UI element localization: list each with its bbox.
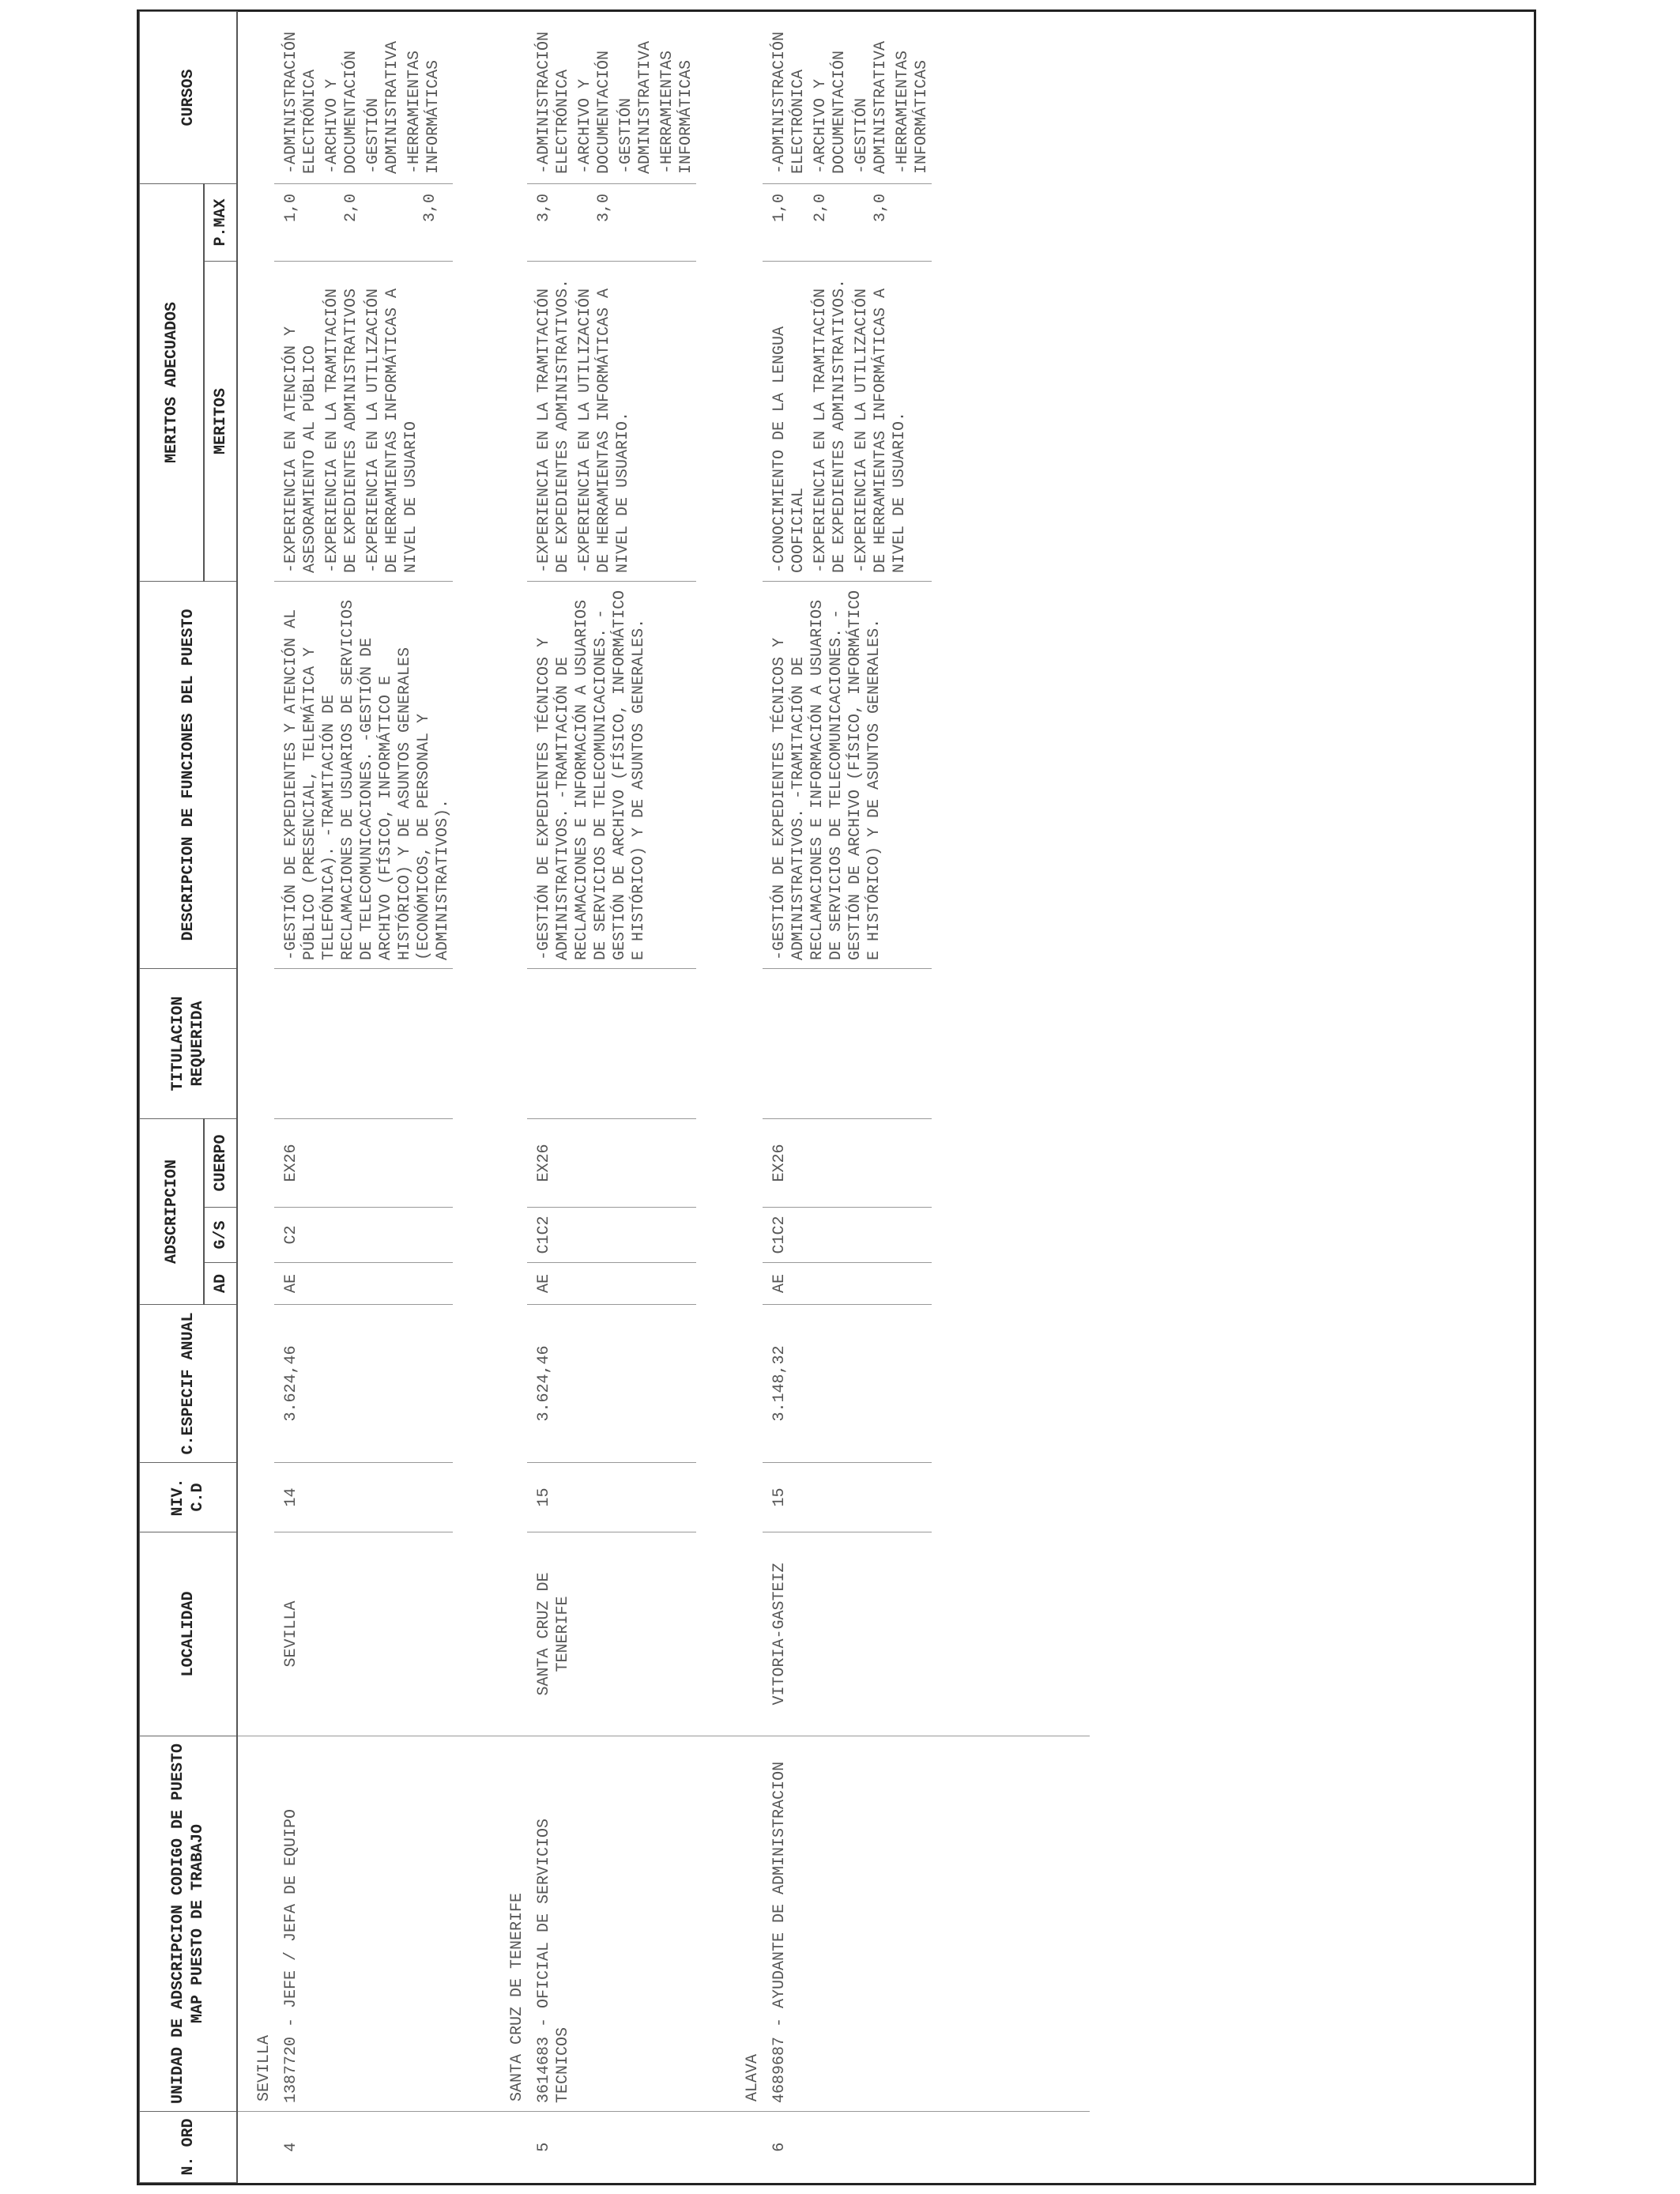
merit-points — [274, 183, 453, 261]
level-cd: 15 — [527, 1463, 696, 1532]
locality: VITORIA-GASTEIZ — [763, 1532, 932, 1736]
merits-list — [274, 262, 453, 582]
merit-pmax: 3,0 — [872, 193, 890, 222]
course-item: -ARCHIVO Y DOCUMENTACIÓN — [576, 50, 613, 174]
positions-table — [139, 11, 1090, 2183]
header-niv: NIV. C.D — [140, 1463, 238, 1532]
merit-item: -EXPERIENCIA EN LA TRAMITACIÓN DE EXPEDIENTES ADMINISTRATIVOS — [323, 288, 360, 573]
job-description: -GESTIÓN DE EXPEDIENTES Y ATENCIÓN AL PÚBLICO (PRESENCIAL, TELEMÁTICA Y TELEFÓNICA). -TRAMITACIÓN DE RECLAMACIONES DE USUARIOS DE SERVICIOS DE TELECOMUNICACIONES. -GESTIÓN DE ARCHIVO (FÍSICO, INFORMÁTICO E HISTÓRICO) Y DE ASUNTOS GENERALES (ECONÓMICOS, DE PERSONAL Y ADMINISTRATIVOS). — [274, 582, 453, 969]
merit-pmax: 2,0 — [342, 193, 360, 222]
merit-pmax: 1,0 — [770, 193, 789, 222]
header-localidad: LOCALIDAD — [140, 1532, 238, 1736]
header-meritos-adecuados: MERITOS ADECUADOS — [140, 183, 205, 581]
rotated-table-page — [139, 12, 1534, 2183]
level-cd: 14 — [274, 1463, 453, 1532]
adscription-cuerpo: EX26 — [274, 1119, 453, 1208]
document-frame — [137, 9, 1536, 2185]
required-degree — [763, 969, 932, 1119]
required-degree — [527, 969, 696, 1119]
merit-item: -EXPERIENCIA EN LA TRAMITACIÓN DE EXPEDIENTES ADMINISTRATIVOS. — [812, 278, 849, 573]
level-cd: 15 — [763, 1463, 932, 1532]
course-item: -GESTIÓN ADMINISTRATIVA — [364, 40, 401, 174]
table-row-unit — [237, 11, 274, 2182]
order-number: 5 — [535, 2142, 553, 2152]
course-item: -HERRAMIENTAS INFORMÁTICAS — [405, 50, 443, 174]
merit-pmax: 3,0 — [595, 193, 613, 222]
merit-pmax: 1,0 — [282, 193, 300, 222]
merit-item: -EXPERIENCIA EN LA TRAMITACIÓN DE EXPEDIENTES ADMINISTRATIVOS. — [535, 278, 572, 573]
course-item: -ARCHIVO Y DOCUMENTACIÓN — [323, 50, 360, 174]
merit-points — [763, 183, 932, 261]
header-meritos: MERITOS — [204, 262, 237, 582]
adscription-gs: C2 — [274, 1208, 453, 1263]
required-degree — [274, 969, 453, 1119]
c-especif-annual: 3.624,46 — [274, 1305, 453, 1463]
courses-list — [274, 11, 453, 183]
header-cursos: CURSOS — [140, 11, 238, 183]
order-number: 4 — [282, 2142, 300, 2152]
unit-label: ALAVA — [736, 1736, 763, 2112]
merit-item: -EXPERIENCIA EN LA UTILIZACIÓN DE HERRAMIENTAS INFORMÁTICAS A NIVEL DE USUARIO. — [853, 288, 909, 573]
header-gs: G/S — [204, 1208, 237, 1263]
courses-list — [527, 11, 696, 183]
header-titulacion: TITULACION REQUERIDA — [140, 969, 238, 1119]
course-item: -ADMINISTRACIÓN ELECTRÓNICA — [535, 31, 572, 174]
adscription-ad: AE — [763, 1263, 932, 1305]
position-code-title: 4689687 - AYUDANTE DE ADMINISTRACION — [763, 1736, 932, 2112]
table-row — [274, 11, 453, 2182]
locality: SEVILLA — [274, 1532, 453, 1736]
table-row-unit — [500, 11, 527, 2182]
course-item: -HERRAMIENTAS INFORMÁTICAS — [658, 50, 695, 174]
course-item: -GESTIÓN ADMINISTRATIVA — [853, 40, 890, 174]
course-item: -ADMINISTRACIÓN ELECTRÓNICA — [282, 31, 319, 174]
adscription-gs: C1C2 — [527, 1208, 696, 1263]
header-ad: AD — [204, 1263, 237, 1305]
merit-pmax: 3,0 — [421, 193, 439, 222]
job-description: -GESTIÓN DE EXPEDIENTES TÉCNICOS Y ADMINISTRATIVOS. -TRAMITACIÓN DE RECLAMACIONES E INFORMACIÓN A USUARIOS DE SERVICIOS DE TELECOMUNICACIONES. -GESTIÓN DE ARCHIVO (FÍSICO, INFORMÁTICO E HISTÓRICO) Y DE ASUNTOS GENERALES. — [763, 582, 932, 969]
c-especif-annual: 3.624,46 — [527, 1305, 696, 1463]
adscription-gs: C1C2 — [763, 1208, 932, 1263]
table-row — [763, 11, 932, 2182]
merit-pmax: 2,0 — [812, 193, 830, 222]
merit-pmax: 3,0 — [535, 193, 553, 222]
merit-item: -EXPERIENCIA EN ATENCIÓN Y ASESORAMIENTO AL PÚBLICO — [282, 326, 319, 573]
header-descripcion: DESCRIPCION DE FUNCIONES DEL PUESTO — [140, 582, 238, 969]
merit-item: -CONOCIMIENTO DE LA LENGUA COOFICIAL — [770, 326, 808, 573]
adscription-ad: AE — [274, 1263, 453, 1305]
merits-list — [527, 262, 696, 582]
header-pmax: P.MAX — [204, 183, 237, 261]
course-item: -ARCHIVO Y DOCUMENTACIÓN — [812, 50, 849, 174]
unit-label: SEVILLA — [237, 1736, 274, 2112]
courses-list — [763, 11, 932, 183]
adscription-ad: AE — [527, 1263, 696, 1305]
job-description: -GESTIÓN DE EXPEDIENTES TÉCNICOS Y ADMINISTRATIVOS. -TRAMITACIÓN DE RECLAMACIONES E INFORMACIÓN A USUARIOS DE SERVICIOS DE TELECOMUNICACIONES. -GESTIÓN DE ARCHIVO (FÍSICO, INFORMÁTICO E HISTÓRICO) Y DE ASUNTOS GENERALES. — [527, 582, 696, 969]
merit-item: -EXPERIENCIA EN LA UTILIZACIÓN DE HERRAMIENTAS INFORMÁTICAS A NIVEL DE USUARIO. — [576, 288, 632, 573]
adscription-cuerpo: EX26 — [763, 1119, 932, 1208]
adscription-cuerpo: EX26 — [527, 1119, 696, 1208]
course-item: -GESTIÓN ADMINISTRATIVA — [617, 40, 654, 174]
header-unidad: UNIDAD DE ADSCRIPCION CODIGO DE PUESTO MAP PUESTO DE TRABAJO — [140, 1736, 238, 2112]
merit-points — [527, 183, 696, 261]
unit-label: SANTA CRUZ DE TENERIFE — [500, 1736, 527, 2112]
table-row-unit — [736, 11, 763, 2182]
position-code-title: 3614683 - OFICIAL DE SERVICIOS TECNICOS — [527, 1736, 696, 2112]
merits-list — [763, 262, 932, 582]
merit-item: -EXPERIENCIA EN LA UTILIZACIÓN DE HERRAMIENTAS INFORMÁTICAS A NIVEL DE USUARIO — [364, 288, 420, 573]
header-adscripcion: ADSCRIPCION — [140, 1119, 205, 1305]
locality: SANTA CRUZ DE TENERIFE — [527, 1532, 696, 1736]
table-row — [527, 11, 696, 2182]
position-code-title: 1387720 - JEFE / JEFA DE EQUIPO — [274, 1736, 453, 2112]
header-cuerpo: CUERPO — [204, 1119, 237, 1208]
order-number: 6 — [770, 2142, 789, 2152]
course-item: -HERRAMIENTAS INFORMÁTICAS — [894, 50, 931, 174]
header-n-ord: N. ORD — [140, 2112, 238, 2183]
c-especif-annual: 3.148,32 — [763, 1305, 932, 1463]
header-c-especif: C.ESPECIF ANUAL — [140, 1305, 238, 1463]
course-item: -ADMINISTRACIÓN ELECTRÓNICA — [770, 31, 808, 174]
